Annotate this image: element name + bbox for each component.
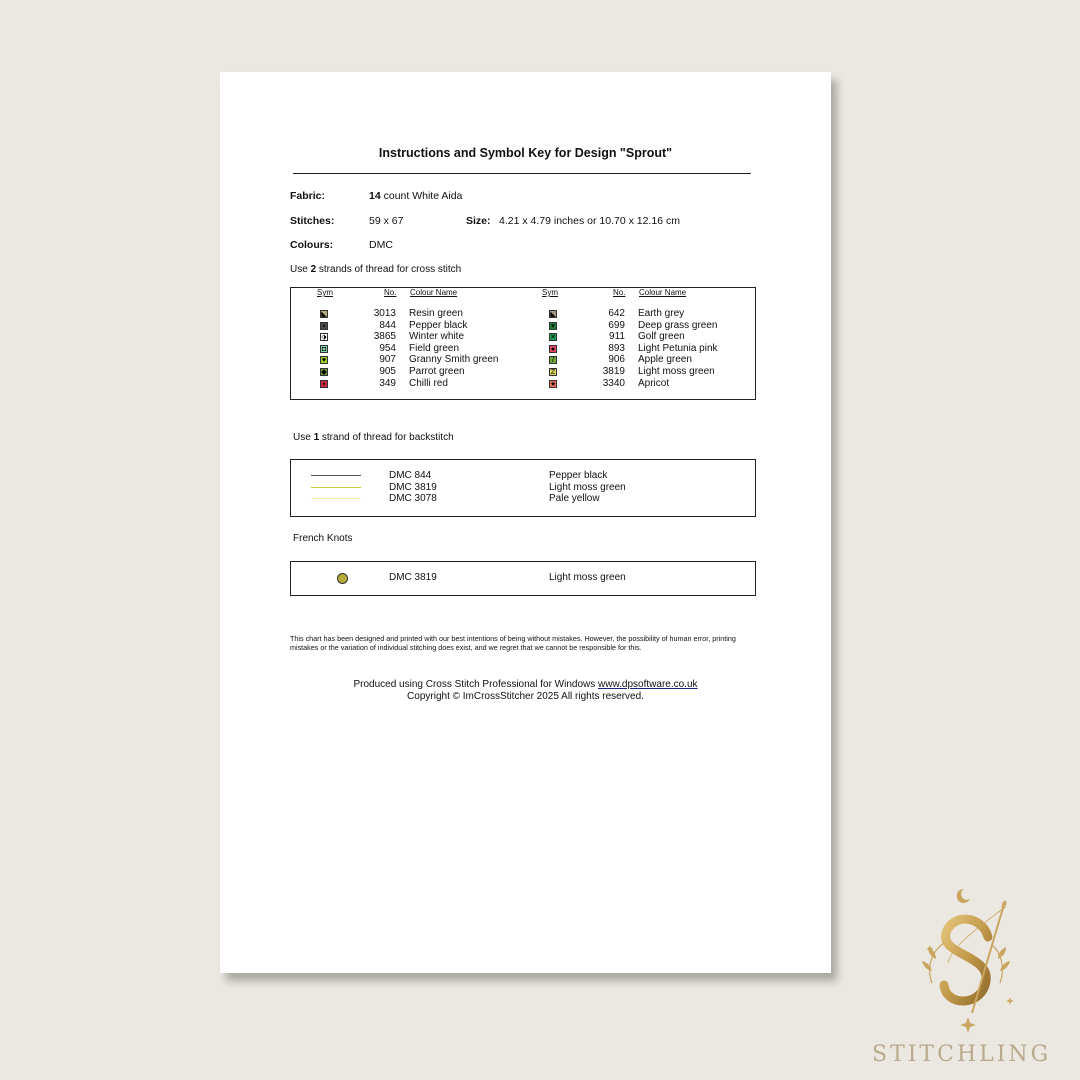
backstitch-colour-name: Pale yellow: [549, 493, 600, 505]
thread-number: 907: [379, 354, 396, 366]
thread-colour-name: Granny Smith green: [409, 354, 499, 366]
thread-number: 893: [608, 342, 625, 354]
backstitch-row: [291, 482, 751, 494]
thread-symbol-icon: ▾: [549, 322, 557, 330]
size-value: 4.21 x 4.79 inches or 10.70 x 12.16 cm: [499, 215, 680, 227]
thread-row: [291, 366, 511, 378]
thread-number: 3340: [602, 377, 625, 389]
thread-row: [291, 378, 511, 390]
thread-number: 3013: [373, 308, 396, 319]
colours-value: DMC: [369, 239, 393, 251]
size-label: Size:: [466, 215, 491, 227]
backstitch-note: [293, 432, 454, 443]
thread-row: [520, 331, 740, 343]
thread-row: [291, 343, 511, 355]
thread-number: 3865: [373, 331, 396, 343]
thread-colour-name: Golf green: [638, 331, 685, 343]
thread-number: 954: [379, 342, 396, 354]
french-knot-dot-icon: [337, 573, 348, 584]
thread-colour-name: Light Petunia pink: [638, 342, 718, 354]
produced-line: [220, 679, 831, 691]
fabric-value: [369, 190, 462, 202]
thread-row: [291, 308, 511, 320]
thread-row: [520, 366, 740, 378]
disclaimer-text: This chart has been designed and printed with our best intentions of being without mistakes. However, the possibility of human error, printing mistakes or the variation of individual stitching does exist, and we regret that we cannot be responsible for this.: [290, 634, 736, 652]
header-name-right: Colour Name: [639, 288, 687, 297]
page-title: Instructions and Symbol Key for Design "Sprout": [378, 146, 673, 160]
instruction-sheet: [220, 72, 831, 973]
thread-symbol-icon: ⬗: [321, 334, 327, 342]
thread-number: 642: [608, 308, 625, 319]
backstitch-line-swatch: [311, 475, 361, 476]
thread-colour-name: Parrot green: [409, 366, 465, 377]
thread-number: 844: [379, 319, 396, 331]
thread-symbol-icon: ◣: [550, 311, 556, 318]
backstitch-strand-count: 1: [313, 432, 320, 443]
thread-symbol-icon: Z: [550, 369, 556, 376]
backstitch-note-post: strand of thread for backstitch: [319, 432, 454, 443]
thread-colour-name: Pepper black: [409, 319, 468, 331]
thread-colour-name: Winter white: [409, 331, 465, 343]
symbol-key-table: [290, 287, 756, 400]
header-name-left: Colour Name: [410, 288, 458, 297]
thread-number: 3819: [602, 366, 625, 377]
header-no-right: No.: [613, 288, 626, 297]
header-sym-right: Sym: [542, 288, 558, 297]
thread-row: [291, 331, 511, 343]
french-knots-label: French Knots: [293, 533, 353, 544]
thread-symbol-icon: ●: [550, 345, 556, 353]
fabric-text: count White Aida: [380, 190, 463, 202]
french-knot-code: DMC 3819: [389, 572, 437, 583]
cross-stitch-note-pre: Use: [290, 264, 311, 275]
thread-symbol-icon: ▪: [320, 322, 328, 330]
thread-number: 349: [379, 377, 396, 389]
title-rule: [293, 173, 751, 174]
thread-symbol-icon: ▪: [320, 380, 328, 388]
backstitch-colour-name: Pepper black: [549, 470, 608, 481]
thread-row: [520, 308, 740, 320]
thread-number: 905: [379, 366, 396, 377]
thread-number: 906: [608, 354, 625, 366]
thread-number: 911: [609, 331, 625, 343]
backstitch-row: [291, 470, 751, 482]
thread-symbol-icon: ◘: [321, 345, 327, 353]
thread-symbol-icon: ◣: [321, 311, 327, 318]
thread-row: [520, 343, 740, 355]
stitches-value: 59 x 67: [369, 215, 404, 227]
thread-colour-name: Resin green: [409, 308, 463, 319]
french-knots-table: [290, 561, 756, 596]
thread-symbol-icon: ◆: [321, 369, 327, 376]
backstitch-code: DMC 844: [389, 470, 432, 481]
colours-label: Colours:: [290, 239, 334, 251]
thread-colour-name: Deep grass green: [638, 319, 718, 331]
thread-number: 699: [608, 319, 625, 331]
backstitch-colour-name: Light moss green: [549, 481, 626, 493]
thread-symbol-icon: ★: [550, 380, 557, 388]
cross-stitch-strand-count: 2: [310, 264, 317, 275]
thread-colour-name: Apple green: [638, 354, 692, 366]
thread-row: [520, 354, 740, 366]
copyright-line: Copyright © ImCrossStitcher 2025 All rights reserved.: [407, 691, 644, 702]
french-knot-colour-name: Light moss green: [549, 572, 626, 583]
brand-name: STITCHLING: [872, 1042, 1052, 1067]
stitchling-logo-icon: [912, 885, 1022, 1035]
thread-symbol-icon: /: [549, 356, 557, 364]
cross-stitch-note-post: strands of thread for cross stitch: [316, 264, 462, 275]
thread-colour-name: Earth grey: [638, 308, 685, 319]
thread-colour-name: Chilli red: [409, 377, 448, 389]
thread-colour-name: Apricot: [638, 377, 670, 389]
produced-text: Produced using Cross Stitch Professional for Windows: [353, 679, 599, 690]
cross-stitch-note: [290, 264, 461, 275]
credits: [220, 679, 831, 703]
fabric-label: Fabric:: [290, 190, 326, 202]
thread-row: [520, 320, 740, 332]
backstitch-note-pre: Use: [293, 432, 314, 443]
thread-colour-name: Field green: [409, 342, 460, 354]
thread-symbol-icon: ✕: [550, 334, 556, 342]
thread-row: [291, 320, 511, 332]
backstitch-row: [291, 493, 751, 505]
header-no-left: No.: [384, 288, 397, 297]
header-sym-left: Sym: [317, 288, 333, 297]
thread-symbol-icon: ♥: [321, 357, 327, 365]
french-knot-row: [291, 572, 751, 584]
backstitch-code: DMC 3819: [389, 481, 437, 493]
thread-row: [520, 378, 740, 390]
software-link[interactable]: www.dpsoftware.co.uk: [598, 679, 698, 690]
thread-colour-name: Light moss green: [638, 366, 715, 377]
backstitch-line-swatch: [311, 487, 361, 488]
backstitch-table: [290, 459, 756, 517]
stitches-label: Stitches:: [290, 215, 335, 227]
fabric-count: 14: [369, 190, 381, 202]
backstitch-code: DMC 3078: [389, 493, 437, 505]
thread-row: [291, 354, 511, 366]
backstitch-line-swatch: [311, 498, 361, 499]
